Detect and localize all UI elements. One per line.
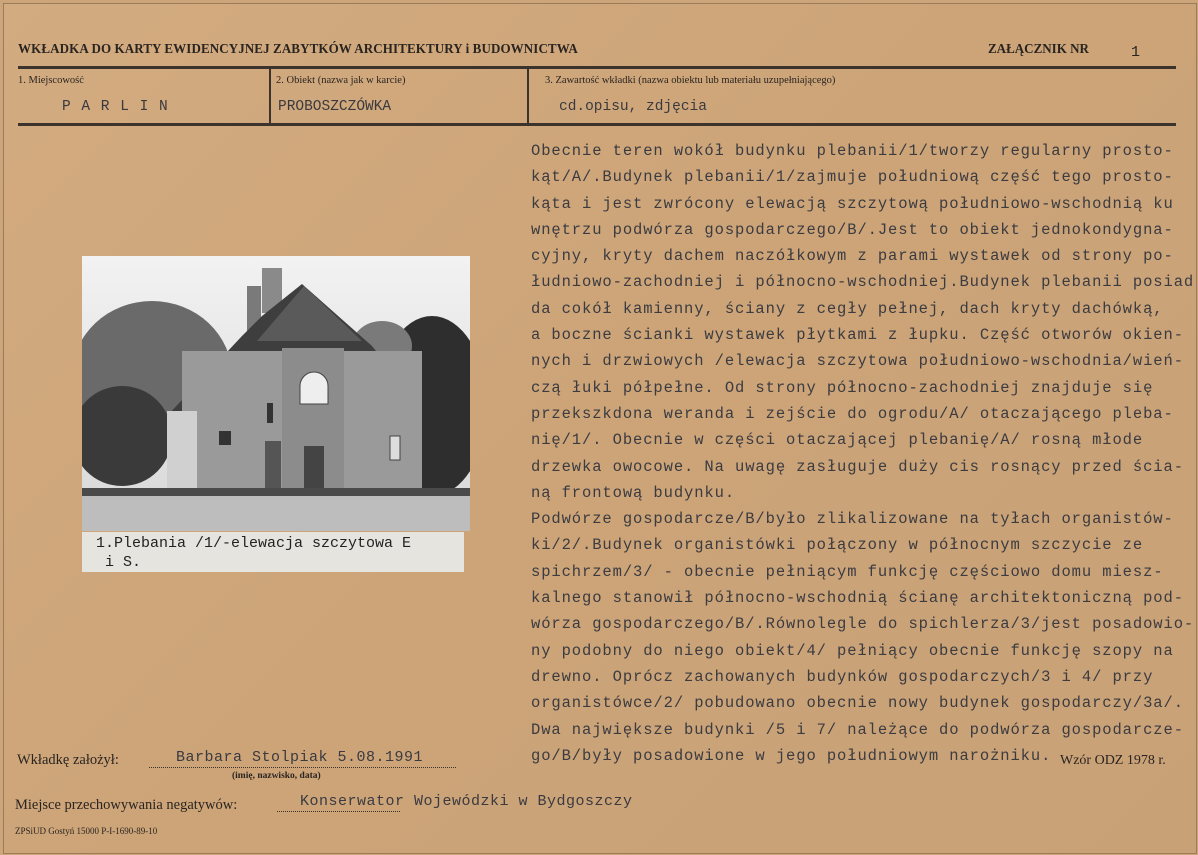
description-line: organistówce/2/ pobudowano obecnie nowy budynek gospodarczy/3a/. bbox=[531, 694, 1184, 713]
description-line: Dwa największe budynki /5 i 7/ należące do podwórza gospodarcze- bbox=[531, 720, 1184, 739]
description-line: czą łuki półpełne. Od strony północno-zachodniej znajduje się bbox=[531, 378, 1154, 397]
field-value-locality: P A R L I N bbox=[62, 99, 169, 115]
description-line: cyjny, kryty dachem naczółkowym z parami wystawek od strony po- bbox=[531, 247, 1174, 266]
description-line: wnętrzu podwórza gospodarczego/B/.Jest to obiekt jednokondygna- bbox=[531, 220, 1174, 239]
description-line: drewno. Oprócz zachowanych budynków gospodarczych/3 i 4/ przy bbox=[531, 667, 1154, 686]
field-label-contents: 3. Zawartość wkładki (nazwa obiektu lub materiału uzupełniającego) bbox=[545, 75, 836, 86]
negatives-label: Miejsce przechowywania negatywów: bbox=[15, 797, 238, 813]
description-line: ną frontową budynku. bbox=[531, 483, 736, 502]
description-line: Obecnie teren wokół budynku plebanii/1/tworzy regularny prosto- bbox=[531, 142, 1174, 160]
description-line: wórza gospodarczego/B/.Równolegle do spichlerza/3/jest posadowio- bbox=[531, 615, 1195, 634]
record-card bbox=[3, 3, 1197, 854]
description-line: kalnego stanowił północno-wschodnią ścianę architektoniczną pod- bbox=[531, 589, 1184, 608]
form-pattern: Wzór ODZ 1978 r. bbox=[1060, 753, 1166, 768]
description-line: go/B/były posadowione w jego południowym narożniku. bbox=[531, 746, 1052, 765]
description-text bbox=[531, 138, 1194, 769]
divider bbox=[527, 69, 529, 123]
field-value-contents: cd.opisu, zdjęcia bbox=[559, 99, 707, 115]
description-line: przekszkdona weranda i zejście do ogrodu/A/ otaczającego pleba- bbox=[531, 404, 1174, 423]
author-value: Barbara Stolpiak 5.08.1991 bbox=[176, 749, 424, 766]
divider bbox=[269, 69, 271, 123]
author-hint: (imię, nazwisko, data) bbox=[232, 771, 321, 781]
negatives-value: Konserwator Wojewódzki w Bydgoszczy bbox=[300, 793, 633, 810]
description-line: nych i drzwiowych /elewacja szczytowa południowo-wschodnia/wień- bbox=[531, 352, 1184, 371]
divider bbox=[18, 66, 1176, 69]
divider bbox=[18, 123, 1176, 126]
annex-label: ZAŁĄCZNIK NR bbox=[988, 42, 1089, 57]
card-title: WKŁADKA DO KARTY EWIDENCYJNEJ ZABYTKÓW ARCHITEKTURY i BUDOWNICTWA bbox=[18, 42, 578, 57]
description-line: kąta i jest zwrócony elewacją szczytową południowo-wschodnią ku bbox=[531, 194, 1174, 213]
description-line: ny podobny do niego obiekt/4/ pełniący obecnie funkcję szopy na bbox=[531, 641, 1174, 660]
field-label-object: 2. Obiekt (nazwa jak w karcie) bbox=[276, 75, 406, 86]
printer-note: ZPSiUD Gostyń 15000 P-I-1690-89-10 bbox=[15, 826, 158, 836]
author-label: Wkładkę założył: bbox=[17, 752, 119, 768]
field-label-locality: 1. Miejscowość bbox=[18, 75, 84, 86]
description-line: nię/1/. Obecnie w części otaczającej plebanię/A/ rosną młode bbox=[531, 431, 1144, 450]
description-line: kąt/A/.Budynek plebanii/1/zajmuje południową część tego prosto- bbox=[531, 168, 1174, 187]
description-line: drzewka owocowe. Na uwagę zasługuje duży cis rosnący przed ścia- bbox=[531, 457, 1184, 476]
description-line: da cokół kamienny, ściany z cegły pełnej, dach kryty dachówką, bbox=[531, 299, 1164, 318]
description-line: spichrzem/3/ - obecnie pełniącym funkcję częściowo domu miesz- bbox=[531, 562, 1164, 581]
description-line: łudniowo-zachodniej i północno-wschodniej.Budynek plebanii posiad bbox=[531, 273, 1195, 292]
description-line: Podwórze gospodarcze/B/było zlikalizowane na tyłach organistów- bbox=[531, 510, 1174, 529]
description-line: a boczne ścianki wystawek płytkami z łupku. Część otworów okien- bbox=[531, 326, 1184, 345]
author-line bbox=[149, 766, 456, 768]
photo-caption: 1.Plebania /1/-elewacja szczytowa E i S. bbox=[82, 532, 464, 572]
description-line: ki/2/.Budynek organistówki połączony w północnym szczycie ze bbox=[531, 536, 1144, 555]
negatives-line bbox=[277, 810, 400, 812]
building-photo bbox=[82, 256, 470, 531]
field-value-object: PROBOSZCZÓWKA bbox=[278, 99, 392, 115]
annex-number: 1 bbox=[1131, 44, 1141, 61]
